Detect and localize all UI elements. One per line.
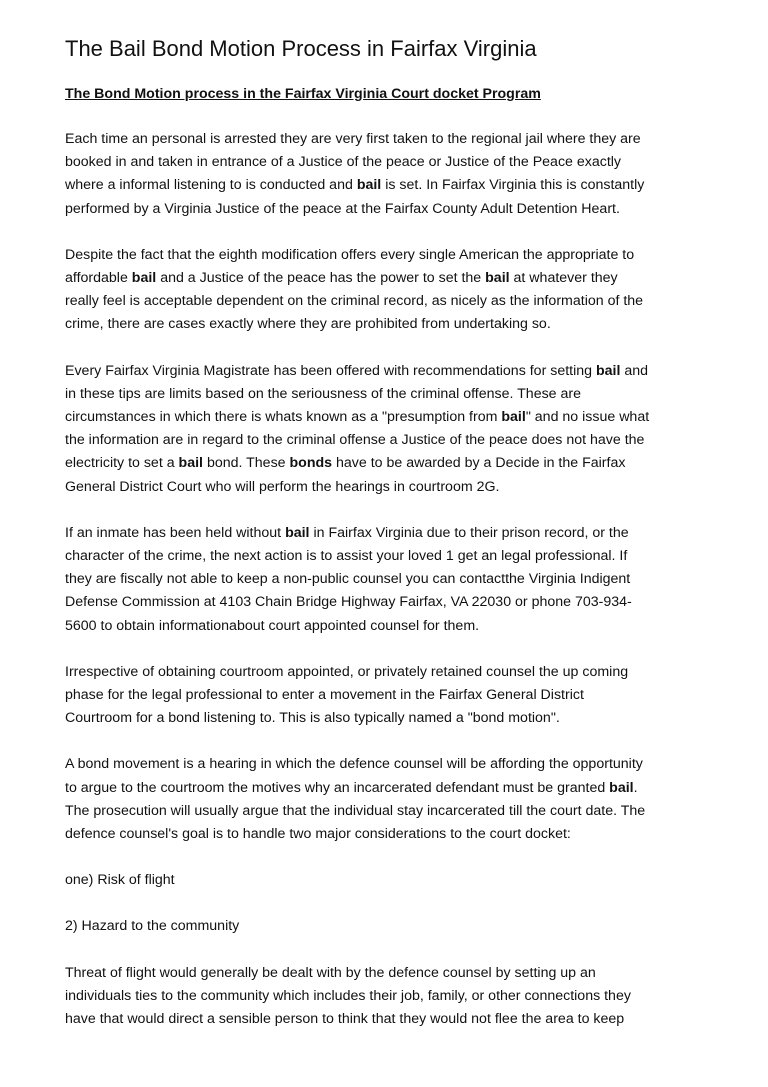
text-run: performed by a Virginia Justice of the peace at the Fairfax County Adult Detention Heart. — [65, 200, 620, 217]
body-paragraph — [65, 962, 705, 1032]
text-line — [65, 707, 705, 730]
text-line — [65, 128, 705, 151]
text-line — [65, 915, 705, 938]
text-run: A bond movement is a hearing in which the defence counsel will be affording the opportunity — [65, 756, 643, 773]
text-line — [65, 615, 705, 638]
text-run: crime, there are cases exactly where they are prohibited from undertaking so. — [65, 316, 551, 333]
text-line — [65, 568, 705, 591]
text-line — [65, 800, 705, 823]
text-line — [65, 661, 705, 684]
text-run: 2) Hazard to the community — [65, 918, 240, 935]
bold-keyword: bail — [485, 270, 510, 287]
text-run: phase for the legal professional to enter a movement in the Fairfax General District — [65, 687, 584, 704]
text-line — [65, 522, 705, 545]
bold-keyword: bonds — [289, 455, 333, 472]
text-run: Threat of flight would generally be dealt with by the defence counsel by setting up an — [65, 964, 596, 981]
text-run: Every Fairfax Virginia Magistrate has been offered with recommendations for setting — [65, 362, 596, 379]
body-paragraph — [65, 661, 705, 731]
bold-keyword: bail — [285, 524, 310, 541]
text-line — [65, 985, 705, 1008]
text-line — [65, 476, 705, 499]
bold-keyword: bail — [356, 177, 382, 194]
document-subtitle: The Bond Motion process in the Fairfax Virginia Court docket Program — [65, 86, 541, 102]
text-line — [65, 313, 705, 336]
text-run: 5600 to obtain informationabout court appointed counsel for them. — [65, 617, 480, 634]
text-run: they are fiscally not able to keep a non-public counsel you can contactthe Virginia Indigent — [65, 571, 631, 588]
bold-keyword: bail — [501, 409, 526, 426]
text-run: character of the crime, the next action is to assist your loved 1 get an legal professional. If — [65, 548, 628, 565]
text-run: Courtroom for a bond listening to. This is also typically named a "bond motion". — [65, 710, 560, 727]
text-run: to argue to the courtroom the motives why an incarcerated defendant must be granted — [65, 779, 610, 796]
document-title: The Bail Bond Motion Process in Fairfax Virginia — [65, 36, 537, 61]
text-run: the information are in regard to the criminal offense a Justice of the peace does not have the — [65, 432, 645, 449]
text-run: Each time an personal is arrested they are very first taken to the regional jail where they are — [65, 131, 641, 147]
document-page — [65, 34, 705, 1054]
body-paragraph — [65, 360, 705, 499]
text-run: is set. In Fairfax Virginia this is constantly — [381, 177, 645, 194]
text-line — [65, 684, 705, 707]
text-line — [65, 753, 705, 776]
text-line — [65, 777, 705, 800]
text-run: and — [620, 362, 649, 379]
text-run: where a informal listening to is conducted and — [65, 177, 357, 194]
text-run: individuals ties to the community which includes their job, family, or other connections they — [65, 987, 631, 1004]
text-run: in these tips are limits based on the seriousness of the criminal offense. These are — [65, 385, 582, 402]
text-line — [65, 545, 705, 568]
text-line — [65, 429, 705, 452]
text-run: The prosecution will usually argue that the individual stay incarcerated till the court date. The — [65, 802, 646, 819]
body-paragraph — [65, 244, 705, 337]
text-run: " and no issue what — [525, 409, 650, 426]
text-line — [65, 869, 705, 892]
text-run: Despite the fact that the eighth modification offers every single American the appropriate to — [65, 246, 635, 263]
text-run: booked in and taken in entrance of a Justice of the peace or Justice of the Peace exactly — [65, 154, 622, 171]
bold-keyword: bail — [178, 455, 203, 472]
text-run: and a Justice of the peace has the power to set the — [156, 270, 486, 287]
text-run: Defense Commission at 4103 Chain Bridge Highway Fairfax, VA 22030 or phone 703-934- — [65, 594, 632, 611]
text-run: really feel is acceptable dependent on the criminal record, as nicely as the information of the — [65, 293, 644, 310]
text-line — [65, 244, 705, 267]
text-line — [65, 383, 705, 406]
document-body — [65, 128, 705, 1031]
text-run: . — [633, 779, 638, 796]
body-paragraph — [65, 915, 705, 938]
text-line — [65, 198, 705, 221]
bold-keyword: bail — [609, 779, 634, 796]
text-run: in Fairfax Virginia due to their prison record, or the — [309, 524, 629, 541]
body-paragraph — [65, 753, 705, 846]
text-line — [65, 962, 705, 985]
text-run: at whatever they — [509, 270, 618, 287]
text-run: electricity to set a — [65, 455, 179, 472]
text-run: circumstances in which there is whats known as a "presumption from — [65, 409, 502, 426]
text-run: have that would direct a sensible person to think that they would not flee the area to keep — [65, 1011, 625, 1028]
text-line — [65, 452, 705, 475]
text-line — [65, 360, 705, 383]
text-line — [65, 267, 705, 290]
text-run: defence counsel's goal is to handle two major considerations to the court docket: — [65, 826, 571, 843]
text-line — [65, 151, 705, 174]
text-run: have to be awarded by a Decide in the Fairfax — [332, 455, 626, 472]
text-run: If an inmate has been held without — [65, 524, 286, 541]
bold-keyword: bail — [595, 362, 621, 379]
text-run: Irrespective of obtaining courtroom appointed, or privately retained counsel the up coming — [65, 663, 629, 680]
text-line — [65, 406, 705, 429]
text-line — [65, 591, 705, 614]
text-run: General District Court who will perform the hearings in courtroom 2G. — [65, 478, 500, 495]
text-line — [65, 823, 705, 846]
text-run: one) Risk of flight — [65, 872, 175, 889]
body-paragraph — [65, 522, 705, 638]
text-line — [65, 290, 705, 313]
body-paragraph — [65, 869, 705, 892]
text-line — [65, 1008, 705, 1031]
bold-keyword: bail — [131, 270, 157, 287]
text-line — [65, 174, 705, 197]
body-paragraph — [65, 128, 705, 221]
text-run: bond. These — [203, 455, 290, 472]
text-run: affordable — [65, 270, 132, 287]
